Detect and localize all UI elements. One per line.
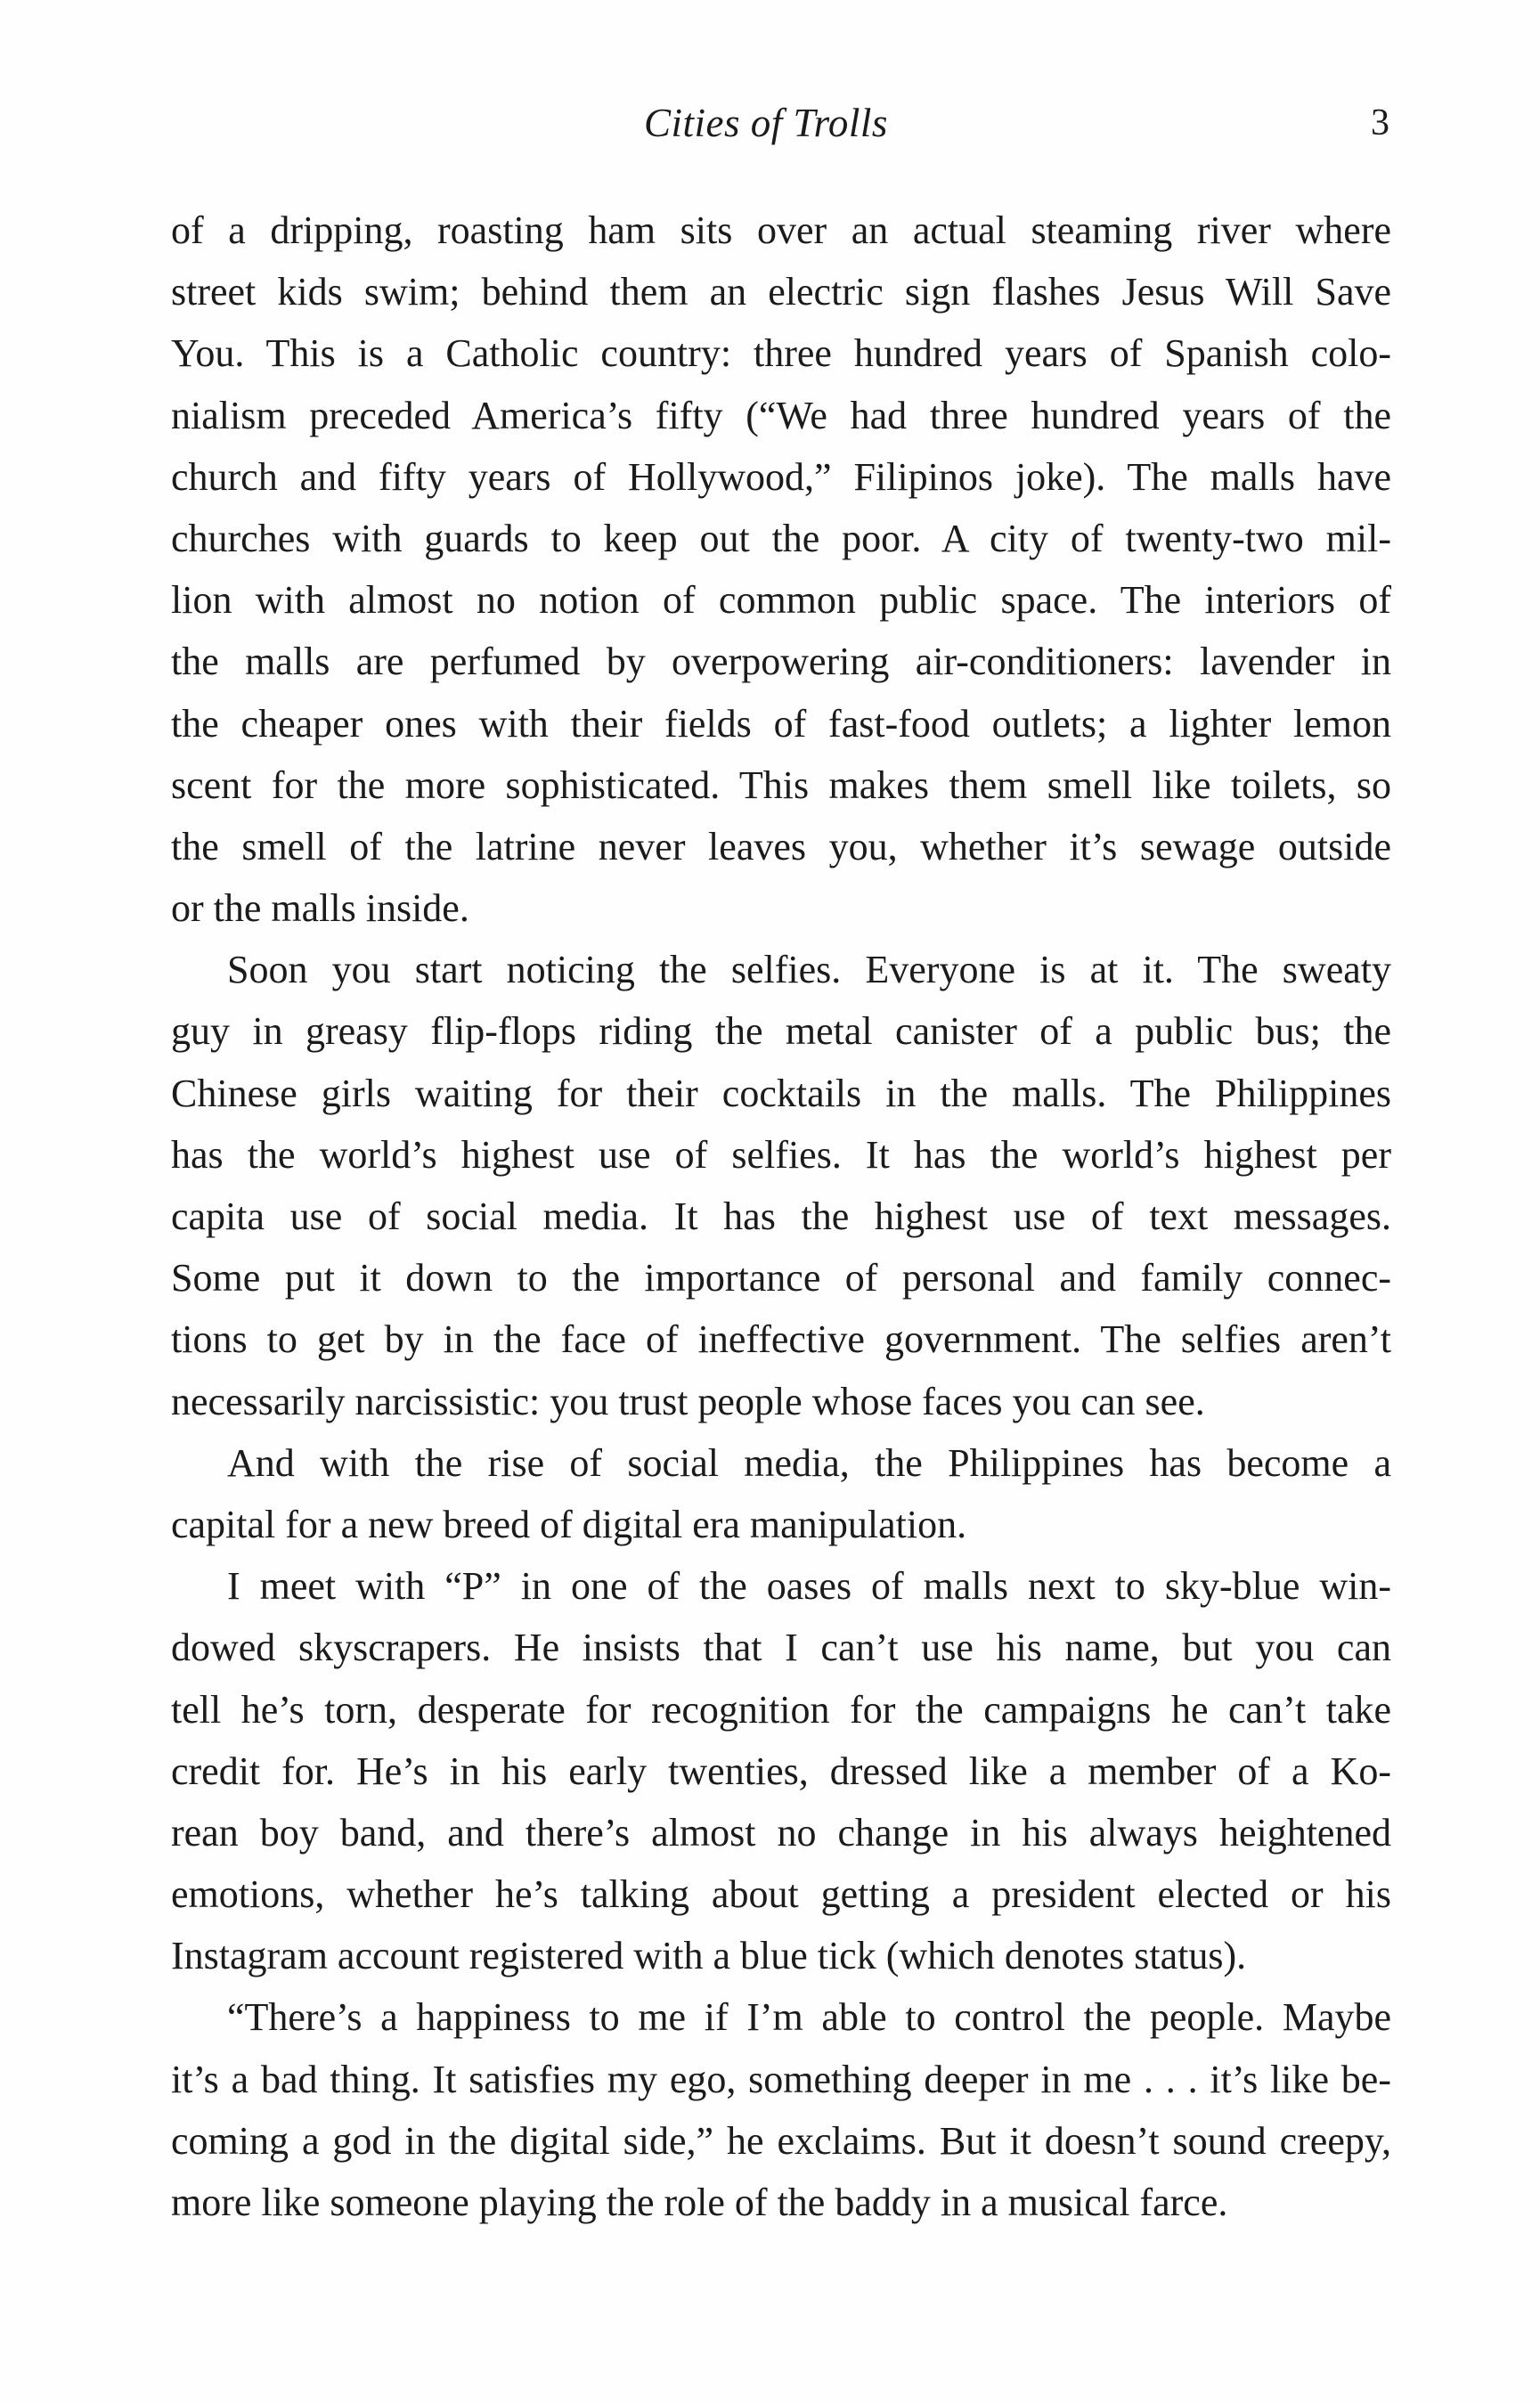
- text-line: “There’s a happiness to me if I’m able to control the people. Maybe: [227, 1995, 1391, 2040]
- text-line: And with the rise of social media, the Philippines has become a: [227, 1440, 1391, 1485]
- chapter-title: Cities of Trolls: [644, 101, 888, 145]
- text-line: more like someone playing the role of the baddy in a musical farce.: [171, 2181, 1228, 2224]
- body-text: [171, 200, 1391, 2233]
- text-line: emotions, whether he’s talking about getting a president elected or his: [171, 1872, 1391, 1917]
- text-line: has the world’s highest use of selfies. It has the world’s highest per: [171, 1132, 1391, 1177]
- text-line: tell he’s torn, desperate for recognition for the campaigns he can’t take: [171, 1687, 1391, 1732]
- text-line: rean boy band, and there’s almost no change in his always heightened: [171, 1810, 1391, 1855]
- text-line: capita use of social media. It has the highest use of text messages.: [171, 1194, 1391, 1238]
- text-line: coming a god in the digital side,” he exclaims. But it doesn’t sound creepy,: [171, 2118, 1391, 2163]
- text-line: guy in greasy flip-flops riding the metal canister of a public bus; the: [171, 1009, 1391, 1054]
- text-line: I meet with “P” in one of the oases of malls next to sky-blue win-: [227, 1564, 1391, 1609]
- paragraph: [171, 939, 1391, 1432]
- text-line: credit for. He’s in his early twenties, dressed like a member of a Ko-: [171, 1749, 1391, 1793]
- text-line: Soon you start noticing the selfies. Everyone is at it. The sweaty: [227, 948, 1391, 992]
- text-line: Chinese girls waiting for their cocktails in the malls. The Philippines: [171, 1071, 1391, 1115]
- text-line: of a dripping, roasting ham sits over an actual steaming river where: [171, 208, 1391, 252]
- text-line: nialism preceded America’s fifty (“We had three hundred years of the: [171, 393, 1391, 437]
- page-number: 3: [1371, 102, 1389, 143]
- text-line: the malls are perfumed by overpowering air-conditioners: lavender in: [171, 640, 1391, 684]
- text-line: You. This is a Catholic country: three hundred years of Spanish colo-: [171, 331, 1391, 376]
- text-line: street kids swim; behind them an electric sign flashes Jesus Will Save: [171, 270, 1391, 314]
- text-line: it’s a bad thing. It satisfies my ego, something deeper in me . . . it’s like be-: [171, 2057, 1391, 2101]
- text-line: necessarily narcissistic: you trust people whose faces you can see.: [171, 1379, 1205, 1423]
- text-line: the smell of the latrine never leaves you, whether it’s sewage outside: [171, 824, 1391, 868]
- text-line: Instagram account registered with a blue tick (which denotes status).: [171, 1934, 1247, 1978]
- paragraph: [171, 1986, 1391, 2233]
- text-line: the cheaper ones with their fields of fast-food outlets; a lighter lemon: [171, 701, 1391, 746]
- running-header: [0, 96, 1540, 150]
- paragraph: [171, 200, 1391, 939]
- text-line: tions to get by in the face of ineffective government. The selfies aren’t: [171, 1317, 1391, 1362]
- text-line: or the malls inside.: [171, 886, 469, 931]
- paragraph: [171, 1432, 1391, 1555]
- text-line: church and fifty years of Hollywood,” Filipinos joke). The malls have: [171, 454, 1391, 499]
- text-line: Some put it down to the importance of personal and family connec-: [171, 1256, 1391, 1300]
- text-line: dowed skyscrapers. He insists that I can’t use his name, but you can: [171, 1626, 1391, 1670]
- text-line: scent for the more sophisticated. This makes them smell like toilets, so: [171, 762, 1391, 807]
- text-line: lion with almost no notion of common public space. The interiors of: [171, 578, 1391, 623]
- text-line: churches with guards to keep out the poor. A city of twenty-two mil-: [171, 516, 1391, 560]
- paragraph: [171, 1555, 1391, 1986]
- text-line: capital for a new breed of digital era manipulation.: [171, 1502, 967, 1546]
